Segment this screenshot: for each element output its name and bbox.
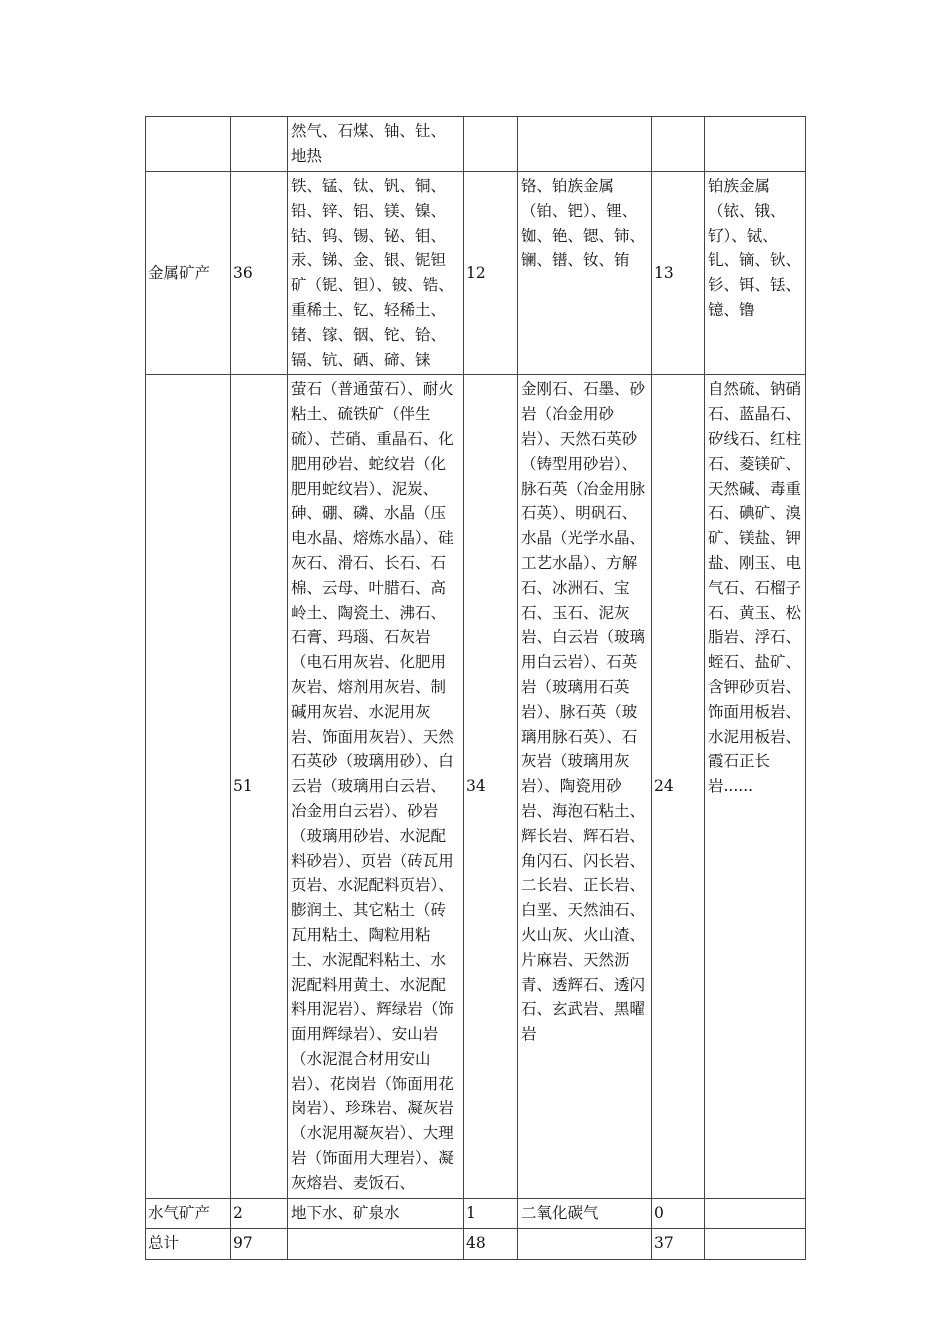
count-cell — [231, 117, 288, 172]
category-cell — [146, 375, 231, 1198]
mineral-list-cell: 萤石（普通萤石）、耐火粘土、硫铁矿（伴生硫）、芒硝、重晶石、化肥用砂岩、蛇纹岩（化肥用蛇纹岩）、泥炭、砷、硼、磷、水晶（压电水晶、熔炼水晶）、硅灰石、滑石、长石、石棉、云母、叶腊石、高岭土、陶瓷土、沸石、石膏、玛瑙、石灰岩（电石用灰岩、化肥用灰岩、熔剂用灰岩、制碱用灰岩、水泥用灰岩、饰面用灰岩）、天然石英砂（玻璃用砂）、白云岩（玻璃用白云岩、冶金用白云岩）、砂岩（玻璃用砂岩、水泥配料砂岩）、页岩（砖瓦用页岩、水泥配料页岩）、膨润土、其它粘土（砖瓦用粘土、陶粒用粘土、水泥配料粘土、水泥配料用黄土、水泥配料用泥岩）、辉绿岩（饰面用辉绿岩）、安山岩（水泥混合材用安山岩）、花岗岩（饰面用花岗岩）、珍珠岩、凝灰岩（水泥用凝灰岩）、大理岩（饰面用大理岩）、凝灰熔岩、麦饭石、 — [288, 375, 464, 1198]
count-cell: 0 — [652, 1198, 705, 1228]
table-row — [146, 117, 806, 172]
table-row — [146, 1198, 806, 1228]
count-cell: 36 — [231, 172, 288, 375]
category-cell — [146, 117, 231, 172]
category-cell: 水气矿产 — [146, 1198, 231, 1228]
mineral-list-cell — [705, 1228, 806, 1259]
count-cell — [464, 117, 518, 172]
category-cell: 金属矿产 — [146, 172, 231, 375]
count-cell: 37 — [652, 1228, 705, 1259]
count-cell: 12 — [464, 172, 518, 375]
mineral-list-cell: 地下水、矿泉水 — [288, 1198, 464, 1228]
count-cell: 13 — [652, 172, 705, 375]
mineral-list-cell — [705, 117, 806, 172]
count-cell: 2 — [231, 1198, 288, 1228]
mineral-list-cell: 铁、锰、钛、钒、铜、铅、锌、铝、镁、镍、钴、钨、锡、铋、钼、汞、锑、金、银、铌钽矿（铌、钽）、铍、锆、重稀土、钇、轻稀土、锗、镓、铟、铊、铪、镉、钪、硒、碲、铼 — [288, 172, 464, 375]
count-cell: 51 — [231, 375, 288, 1198]
mineral-list-cell — [518, 1228, 652, 1259]
mineral-list-cell: 金刚石、石墨、砂岩（冶金用砂岩）、天然石英砂（铸型用砂岩）、脉石英（冶金用脉石英）、明矾石、水晶（光学水晶、工艺水晶）、方解石、冰洲石、宝石、玉石、泥灰岩、白云岩（玻璃用白云岩）、石英岩（玻璃用石英岩）、脉石英（玻璃用脉石英）、石灰岩（玻璃用灰岩）、陶瓷用砂岩、海泡石粘土、辉长岩、辉石岩、角闪石、闪长岩、二长岩、正长岩、白垩、天然油石、火山灰、火山渣、片麻岩、天然沥青、透辉石、透闪石、玄武岩、黑曜岩 — [518, 375, 652, 1198]
mineral-list-cell: 自然硫、钠硝石、蓝晶石、矽线石、红柱石、菱镁矿、天然碱、毒重石、碘矿、溴矿、镁盐、钾盐、刚玉、电气石、石榴子石、黄玉、松脂岩、浮石、蛭石、盐矿、含钾砂页岩、饰面用板岩、水泥用板岩、霞石正长岩...... — [705, 375, 806, 1198]
mineral-list-cell — [288, 1228, 464, 1259]
count-cell: 1 — [464, 1198, 518, 1228]
count-cell: 48 — [464, 1228, 518, 1259]
mineral-list-cell: 二氧化碳气 — [518, 1198, 652, 1228]
mineral-list-cell — [705, 1198, 806, 1228]
mineral-list-cell — [518, 117, 652, 172]
mineral-list-cell: 铬、铂族金属（铂、钯）、锂、铷、铯、锶、铈、镧、镨、钕、铕 — [518, 172, 652, 375]
count-cell: 97 — [231, 1228, 288, 1259]
table-row — [146, 375, 806, 1198]
count-cell: 24 — [652, 375, 705, 1198]
mineral-list-cell: 然气、石煤、铀、钍、地热 — [288, 117, 464, 172]
total-row — [146, 1228, 806, 1259]
count-cell: 34 — [464, 375, 518, 1198]
table-row — [146, 172, 806, 375]
mineral-resources-table — [145, 116, 806, 1260]
category-cell: 总计 — [146, 1228, 231, 1259]
count-cell — [652, 117, 705, 172]
mineral-list-cell: 铂族金属（铱、锇、钌）、铽、钆、镝、钬、钐、铒、铥、镱、镥 — [705, 172, 806, 375]
